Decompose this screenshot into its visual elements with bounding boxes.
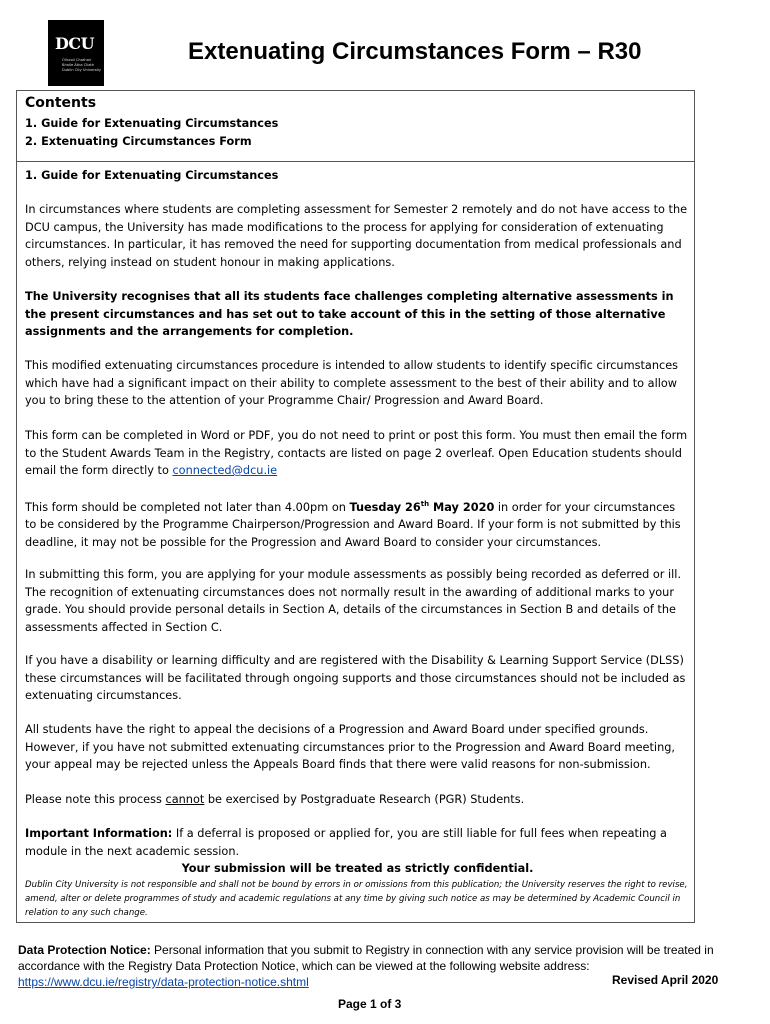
contents-heading: Contents bbox=[25, 95, 97, 111]
paragraph-appeal: All students have the right to appeal the decisions of a Progression and Award Board under specified grounds. However, if you have not submitted extenuating circumstances prior to the Progression and Award Board meeting, your appeal may be rejected unless the Appeals Board finds that there were valid reasons for non-submission. bbox=[25, 723, 675, 771]
dcu-logo bbox=[48, 20, 104, 86]
contents-item: 1. Guide for Extenuating Circumstances bbox=[25, 117, 279, 130]
disclaimer: Dublin City University is not responsible and shall not be bound by errors in or omissions from this publication; the University reserves the right to revise, amend, alter or delete programmes of study and academic regulations at any time by giving such notice as may be determined by Academic Council in relation to any such change. bbox=[25, 880, 688, 918]
paragraph-procedure-intent: This modified extenuating circumstances procedure is intended to allow students to identify specific circumstances which have had a significant impact on their ability to complete assessment to the best of their ability and to allow you to bring these to the attention of your Programme Chair/ Progression and Award Board. bbox=[25, 359, 679, 407]
revised-date: Revised April 2020 bbox=[612, 973, 719, 987]
paragraph-deadline: This form should be completed not later than 4.00pm on Tuesday 26th May 2020 in order for your circumstances to be considered by the Programme Chairperson/Progression and Award Board. If your form is not submitted by this deadline, it may not be possible for the Progression and Award Board to consider your circumstances. bbox=[25, 500, 681, 549]
guide-heading: 1. Guide for Extenuating Circumstances bbox=[25, 169, 279, 182]
confidential-notice: Your submission will be treated as strictly confidential. bbox=[181, 862, 534, 875]
paragraph-important-info: Important Information: If a deferral is proposed or applied for, you are still liable for full fees when repeating a module in the next academic session. bbox=[25, 827, 667, 858]
paragraph-disability: If you have a disability or learning difficulty and are registered with the Disability & Learning Support Service (DLSS) these circumstances will be facilitated through ongoing supports and those circumstances should not be included as extenuating circumstances. bbox=[25, 654, 686, 702]
logo-text: DCU bbox=[55, 34, 95, 53]
paragraph-how-to-submit: This form can be completed in Word or PDF, you do not need to print or post this form. You must then email the form to the Student Awards Team in the Registry, contacts are listed on page 2 overleaf. Open Education students should email the form directly to connected@dcu.ie bbox=[25, 429, 688, 477]
deadline-date: Tuesday 26th May 2020 bbox=[349, 500, 495, 514]
contents-box bbox=[16, 90, 695, 162]
paragraph-submitting: In submitting this form, you are applying for your module assessments as possibly being recorded as deferred or ill. The recognition of extenuating circumstances does not normally result in the awarding of additional marks to your grade. You should provide personal details in Section A, details of the circumstances in Section B and details of the assessments affected in Section C. bbox=[25, 568, 682, 634]
paragraph-remote-assessment: In circumstances where students are completing assessment for Semester 2 remotely and do not have access to the DCU campus, the University has made modifications to the process for applying for consideration of extenuating circumstances. In particular, it has removed the need for supporting documentation from medical professionals and others, relying instead on student honour in making applications. bbox=[25, 203, 688, 269]
data-protection-link[interactable]: https://www.dcu.ie/registry/data-protection-notice.shtml bbox=[18, 975, 309, 989]
paragraph-pgr-note: Please note this process cannot be exercised by Postgraduate Research (PGR) Students. bbox=[25, 793, 525, 806]
page-number: Page 1 of 3 bbox=[338, 997, 402, 1011]
paragraph-university-recognises: The University recognises that all its students face challenges completing alternative assessments in the present circumstances and has set out to take account of this in the setting of those alternative assignments and the arrangements for completion. bbox=[25, 290, 674, 338]
contents-item: 2. Extenuating Circumstances Form bbox=[25, 135, 252, 148]
form-title: Extenuating Circumstances Form – R30 bbox=[188, 38, 642, 65]
logo-subtitle: Ollscoil Chathair Bhaile Átha Cliath Dublin City University bbox=[62, 58, 102, 72]
guide-box bbox=[16, 162, 695, 923]
email-link[interactable]: connected@dcu.ie bbox=[172, 464, 278, 477]
data-protection-notice: Data Protection Notice: Personal information that you submit to Registry in connection with any service provision will be treated in accordance with the Registry Data Protection Notice, which can be viewed at the following website address: https://www.dcu.ie/registry/data-protection-notice.shtml bbox=[18, 943, 714, 989]
